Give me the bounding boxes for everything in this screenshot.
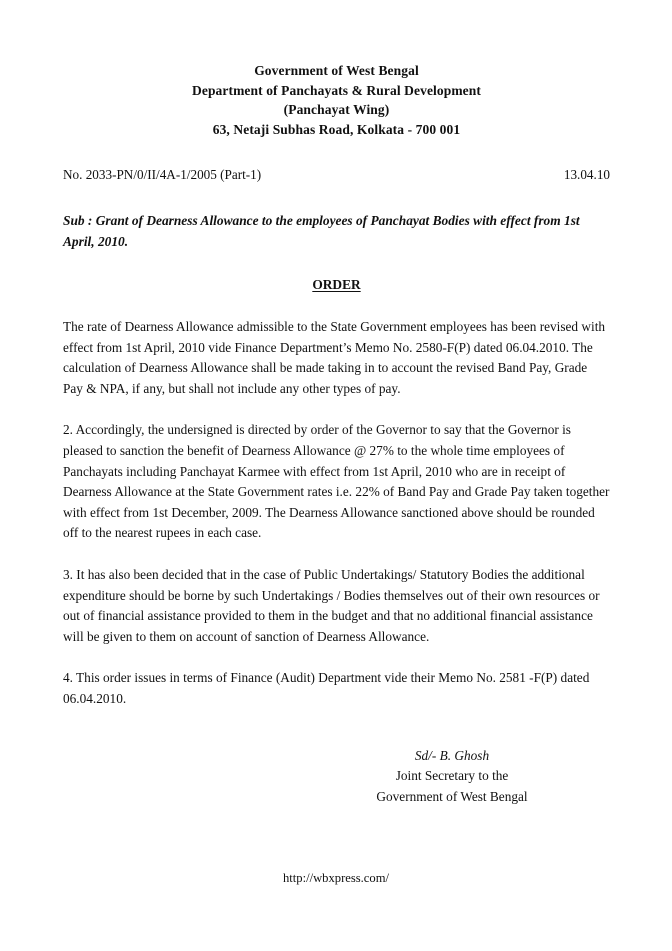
- footer-source-url: http://wbxpress.com/: [283, 871, 389, 885]
- letterhead: [63, 61, 610, 139]
- memo-reference-row: [63, 166, 610, 184]
- signatory-name: Sd/- B. Ghosh: [414, 747, 490, 763]
- letterhead-line-department: Department of Panchayats & Rural Development: [192, 82, 481, 98]
- letterhead-line-government: Government of West Bengal: [254, 63, 419, 78]
- signature-block: [302, 746, 602, 808]
- paragraph-1: The rate of Dearness Allowance admissible to the State Government employees has been revised with effect from 1st April, 2010 vide Finance Department’s Memo No. 2580-F(P) dated 06.04.2010. The calculation of Dearness Allowance shall be made taking in to account the revised Band Pay, Grade Pay & NPA, if any, but shall not include any other types of pay.: [63, 319, 606, 396]
- letterhead-line-wing: (Panchayat Wing): [283, 102, 390, 117]
- paragraph-3: 3. It has also been decided that in the case of Public Undertakings/ Statutory Bodies the additional expenditure should be borne by such Undertakings / Bodies themselves out of their own resources or out of financial assistance provided to them in the budget and that no additional financial assistance will be given to them on account of sanction of Dearness Allowance.: [63, 566, 600, 644]
- signatory-designation: Joint Secretary to the: [395, 768, 509, 784]
- paragraph-2: 2. Accordingly, the undersigned is directed by order of the Governor to say that the Governor is pleased to sanction the benefit of Dearness Allowance @ 27% to the whole time employees of Panchayats including Panchayat Karmee with effect from 1st April, 2010 who are in receipt of Dearness Allowance at the State Government rates i.e. 22% of Band Pay and Grade Pay taken together with effect from 1st December, 2009. The Dearness Allowance sanctioned above should be rounded off to the nearest rupees in each case.: [63, 422, 610, 541]
- letterhead-line-address: 63, Netaji Subhas Road, Kolkata - 700 001: [212, 121, 461, 137]
- memo-number: No. 2033-PN/0/II/4A-1/2005 (Part-1): [63, 167, 262, 182]
- memo-date: 13.04.10: [563, 167, 610, 182]
- subject-line: Sub : Grant of Dearness Allowance to the employees of Panchayat Bodies with effect from 1st April, 2010.: [63, 213, 580, 249]
- order-heading: [63, 276, 610, 294]
- paragraph-4: 4. This order issues in terms of Finance (Audit) Department vide their Memo No. 2581 -F(P) dated 06.04.2010.: [63, 670, 590, 706]
- document-content: [63, 0, 610, 807]
- signatory-authority: Government of West Bengal: [376, 788, 528, 804]
- order-heading-text: ORDER: [312, 277, 361, 292]
